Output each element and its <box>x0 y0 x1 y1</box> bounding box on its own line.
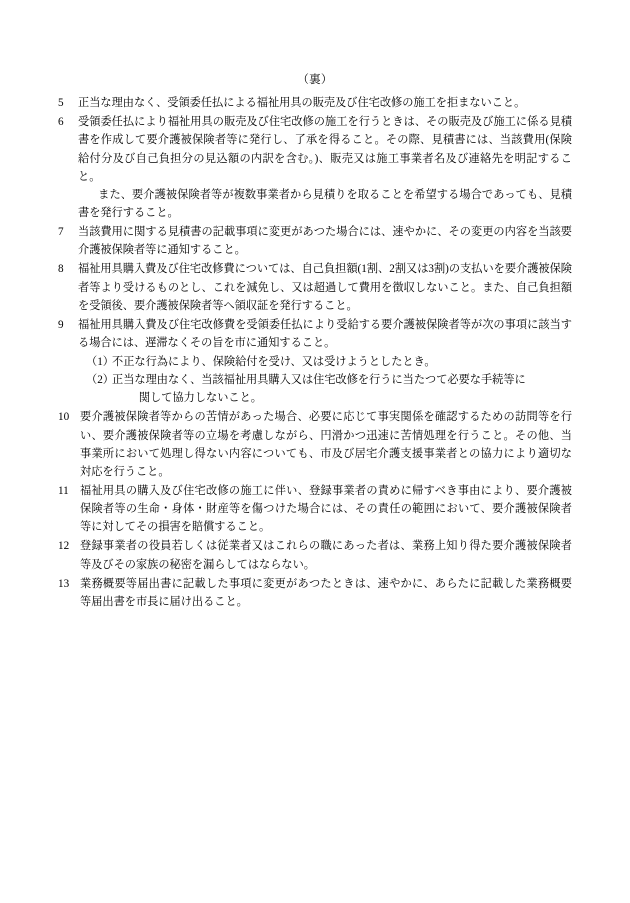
item-body <box>78 316 572 408</box>
list-item <box>58 223 572 259</box>
item-body <box>78 94 572 112</box>
item-number: 8 <box>58 263 64 276</box>
list-item <box>58 482 572 536</box>
sub-item-number: （1） <box>86 356 114 369</box>
item-number: 11 <box>58 485 69 498</box>
item-paragraph: 登録事業者の役員若しくは従業者又はこれらの職にあった者は、業務上知り得た要介護被保険者等及びその家族の秘密を漏らしてはならない。 <box>80 540 572 571</box>
item-number: 12 <box>58 540 70 553</box>
list-item <box>58 94 572 112</box>
item-body <box>80 575 572 611</box>
numbered-item-list <box>58 94 572 611</box>
list-item <box>58 537 572 573</box>
item-number: 6 <box>58 116 64 129</box>
sub-item-line: 正当な理由なく、当該福祉用具購入又は住宅改修を行うに当たつて必要な手続等に <box>112 374 526 387</box>
item-body <box>80 537 572 573</box>
sub-item-body <box>112 371 572 407</box>
item-paragraph: 当該費用に関する見積書の記載事項に変更があつた場合には、速やかに、その変更の内容を当該要介護被保険者等に通知すること。 <box>78 226 572 257</box>
sub-list-item <box>78 371 572 407</box>
sub-item-number: （2） <box>86 374 114 387</box>
item-paragraph: 業務概要等届出書に記載した事項に変更があつたときは、速やかに、あらたに記載した業務概要等届出書を市長に届け出ること。 <box>80 577 572 608</box>
item-paragraph: 正当な理由なく、受領委任払による福祉用具の販売及び住宅改修の施工を拒まないこと。 <box>78 97 526 110</box>
item-paragraph: 受領委任払により福祉用具の販売及び住宅改修の施工を行うときは、その販売及び施工に係る見積書を作成して要介護被保険者等に発行し、了承を得ること。その際、見積書には、当該費用(保険給付分及び自己負担分の見込額の内訳を含む。)、販売又は施工事業者名及び連絡先を明記すること。 <box>78 116 572 183</box>
item-number: 5 <box>58 97 64 110</box>
sub-list-item <box>78 353 572 371</box>
item-body <box>80 408 572 481</box>
list-item <box>58 113 572 222</box>
page-header-label: （裏） <box>297 74 333 86</box>
list-item <box>58 575 572 611</box>
sub-item-body: 不正な行為により、保険給付を受け、又は受けようとしたとき。 <box>112 356 436 369</box>
item-body <box>80 482 572 536</box>
item-paragraph: 福祉用具購入費及び住宅改修費については、自己負担額(1割、2割又は3割)の支払いを要介護被保険者等より受けるものとし、これを減免し、又は超過して費用を徴収しないこと。また、自己負担額を受領後、要介護被保険者等へ領収証を発行すること。 <box>78 263 572 312</box>
item-number: 9 <box>58 318 64 331</box>
item-body <box>78 223 572 259</box>
list-item <box>58 260 572 314</box>
item-paragraph: また、要介護被保険者等が複数事業者から見積りを取ることを希望する場合であっても、見積書を発行すること。 <box>78 188 572 219</box>
item-body <box>78 260 572 314</box>
item-number: 10 <box>58 411 70 424</box>
item-paragraph: 要介護被保険者等からの苦情があった場合、必要に応じて事実関係を確認するための訪問等を行い、要介護被保険者等の立場を考慮しながら、円滑かつ迅速に苦情処理を行うこと。その他、当事業所において処理し得ない内容についても、市及び居宅介護支援事業者との協力により適切な対応を行うこと。 <box>80 411 573 478</box>
item-number: 7 <box>58 226 64 239</box>
list-item <box>58 408 572 481</box>
sub-item-line: 関して協力しないこと。 <box>138 392 262 405</box>
item-paragraph: 福祉用具の購入及び住宅改修の施工に伴い、登録事業者の責めに帰すべき事由により、要介護被保険者等の生命・身体・財産等を傷つけた場合には、その責任の範囲において、要介護被保険者等に対してその損害を賠償すること。 <box>80 485 572 534</box>
item-paragraph: 福祉用具購入費及び住宅改修費を受領委任払により受給する要介護被保険者等が次の事項に該当する場合には、遅滞なくその旨を市に通知すること。 <box>78 318 572 349</box>
sub-item-list <box>78 353 572 407</box>
item-body <box>78 113 572 222</box>
item-number: 13 <box>58 577 70 590</box>
list-item <box>58 316 572 408</box>
